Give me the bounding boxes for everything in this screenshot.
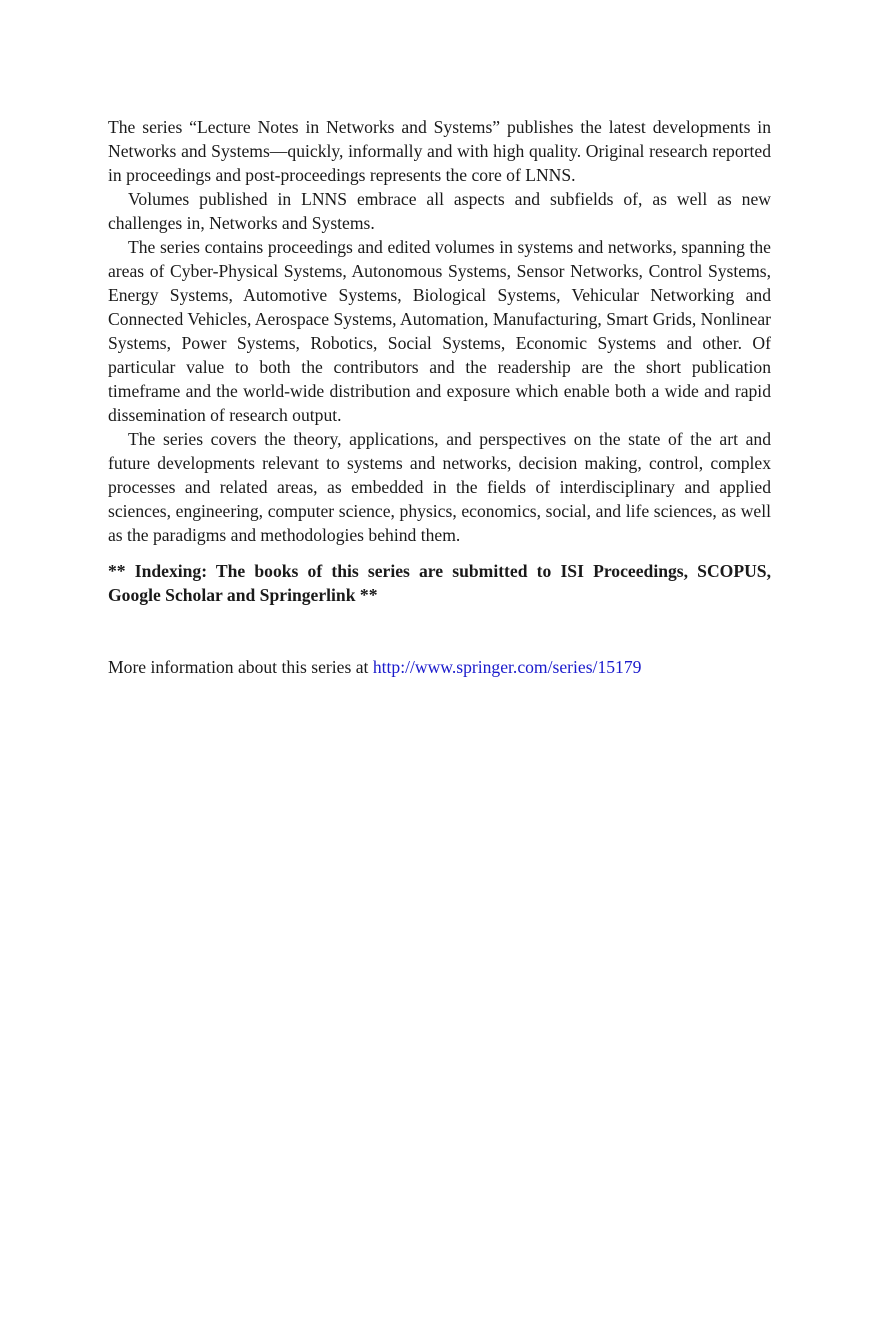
indexing-note: ** Indexing: The books of this series are submitted to ISI Proceedings, SCOPUS, Google Scholar and Springerlink ** <box>108 561 771 605</box>
volumes-paragraph: Volumes published in LNNS embrace all aspects and subfields of, as well as new challenges in, Networks and Systems. <box>108 189 771 233</box>
page-content <box>108 115 771 679</box>
more-info-line <box>108 655 771 679</box>
series-coverage-paragraph: The series covers the theory, applications, and perspectives on the state of the art and future developments relevant to systems and networks, decision making, control, complex processes and related areas, as embedded in the fields of interdisciplinary and applied sciences, engineering, computer science, physics, economics, social, and life sciences, as well as the paradigms and methodologies behind them. <box>108 429 771 545</box>
series-scope-paragraph: The series contains proceedings and edited volumes in systems and networks, spanning the areas of Cyber-Physical Systems, Autonomous Systems, Sensor Networks, Control Systems, Energy Systems, Automotive Systems, Biological Systems, Vehicular Networking and Connected Vehicles, Aerospace Systems, Automation, Manufacturing, Smart Grids, Nonlinear Systems, Power Systems, Robotics, Social Systems, Economic Systems and other. Of particular value to both the contributors and the readership are the short publication timeframe and the world-wide distribution and exposure which enable both a wide and rapid dissemination of research output. <box>108 237 771 425</box>
series-url-link[interactable]: http://www.springer.com/series/15179 <box>372 657 642 677</box>
series-intro-paragraph: The series “Lecture Notes in Networks and Systems” publishes the latest developments in Networks and Systems—quickly, informally and with high quality. Original research reported in proceedings and post-proceedings represents the core of LNNS. <box>108 117 771 185</box>
more-info-text: More information about this series at <box>108 657 373 677</box>
